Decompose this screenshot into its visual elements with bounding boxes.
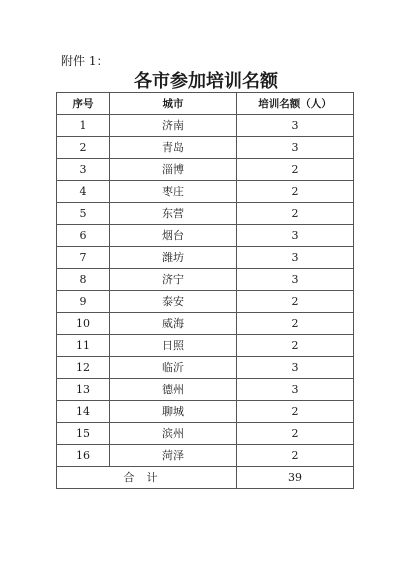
cell-serial-number: 10 [57, 313, 110, 335]
cell-city: 烟台 [110, 225, 237, 247]
total-label: 合计 [57, 467, 237, 489]
cell-serial-number: 2 [57, 137, 110, 159]
table-row [57, 379, 354, 401]
table-row [57, 423, 354, 445]
cell-city: 威海 [110, 313, 237, 335]
cell-serial-number: 5 [57, 203, 110, 225]
cell-serial-number: 13 [57, 379, 110, 401]
cell-serial-number: 3 [57, 159, 110, 181]
cell-quota: 2 [237, 181, 354, 203]
table-row [57, 401, 354, 423]
cell-serial-number: 11 [57, 335, 110, 357]
cell-city: 枣庄 [110, 181, 237, 203]
cell-quota: 2 [237, 159, 354, 181]
table-row [57, 181, 354, 203]
table-row [57, 445, 354, 467]
cell-serial-number: 12 [57, 357, 110, 379]
cell-serial-number: 9 [57, 291, 110, 313]
cell-serial-number: 7 [57, 247, 110, 269]
table-row [57, 225, 354, 247]
cell-quota: 3 [237, 357, 354, 379]
cell-serial-number: 15 [57, 423, 110, 445]
cell-serial-number: 14 [57, 401, 110, 423]
cell-quota: 2 [237, 401, 354, 423]
cell-city: 菏泽 [110, 445, 237, 467]
cell-quota: 3 [237, 115, 354, 137]
cell-city: 德州 [110, 379, 237, 401]
cell-serial-number: 8 [57, 269, 110, 291]
cell-quota: 2 [237, 203, 354, 225]
table-row [57, 115, 354, 137]
cell-city: 东营 [110, 203, 237, 225]
cell-quota: 3 [237, 269, 354, 291]
cell-city: 日照 [110, 335, 237, 357]
cell-quota: 3 [237, 247, 354, 269]
table-row [57, 137, 354, 159]
training-quota-table [56, 92, 354, 489]
table-row [57, 357, 354, 379]
cell-serial-number: 6 [57, 225, 110, 247]
attachment-label: 附件 1： [61, 54, 109, 68]
cell-quota: 2 [237, 313, 354, 335]
cell-city: 淄博 [110, 159, 237, 181]
cell-quota: 3 [237, 379, 354, 401]
cell-city: 济宁 [110, 269, 237, 291]
cell-quota: 2 [237, 445, 354, 467]
table-row [57, 269, 354, 291]
cell-city: 滨州 [110, 423, 237, 445]
cell-city: 潍坊 [110, 247, 237, 269]
table-row [57, 159, 354, 181]
cell-serial-number: 16 [57, 445, 110, 467]
table-row [57, 203, 354, 225]
cell-quota: 3 [237, 137, 354, 159]
header-training-quota: 培训名额（人） [237, 93, 354, 115]
total-row [57, 467, 354, 489]
document-title: 各市参加培训名额 [134, 71, 278, 92]
table-row [57, 335, 354, 357]
table-row [57, 313, 354, 335]
header-city: 城市 [110, 93, 237, 115]
table-row [57, 291, 354, 313]
cell-city: 泰安 [110, 291, 237, 313]
cell-quota: 2 [237, 423, 354, 445]
cell-quota: 3 [237, 225, 354, 247]
cell-city: 聊城 [110, 401, 237, 423]
total-value: 39 [237, 467, 354, 489]
header-serial-number: 序号 [57, 93, 110, 115]
cell-city: 青岛 [110, 137, 237, 159]
table-header-row [57, 93, 354, 115]
table-row [57, 247, 354, 269]
cell-city: 临沂 [110, 357, 237, 379]
cell-quota: 2 [237, 291, 354, 313]
cell-serial-number: 4 [57, 181, 110, 203]
cell-quota: 2 [237, 335, 354, 357]
cell-city: 济南 [110, 115, 237, 137]
cell-serial-number: 1 [57, 115, 110, 137]
